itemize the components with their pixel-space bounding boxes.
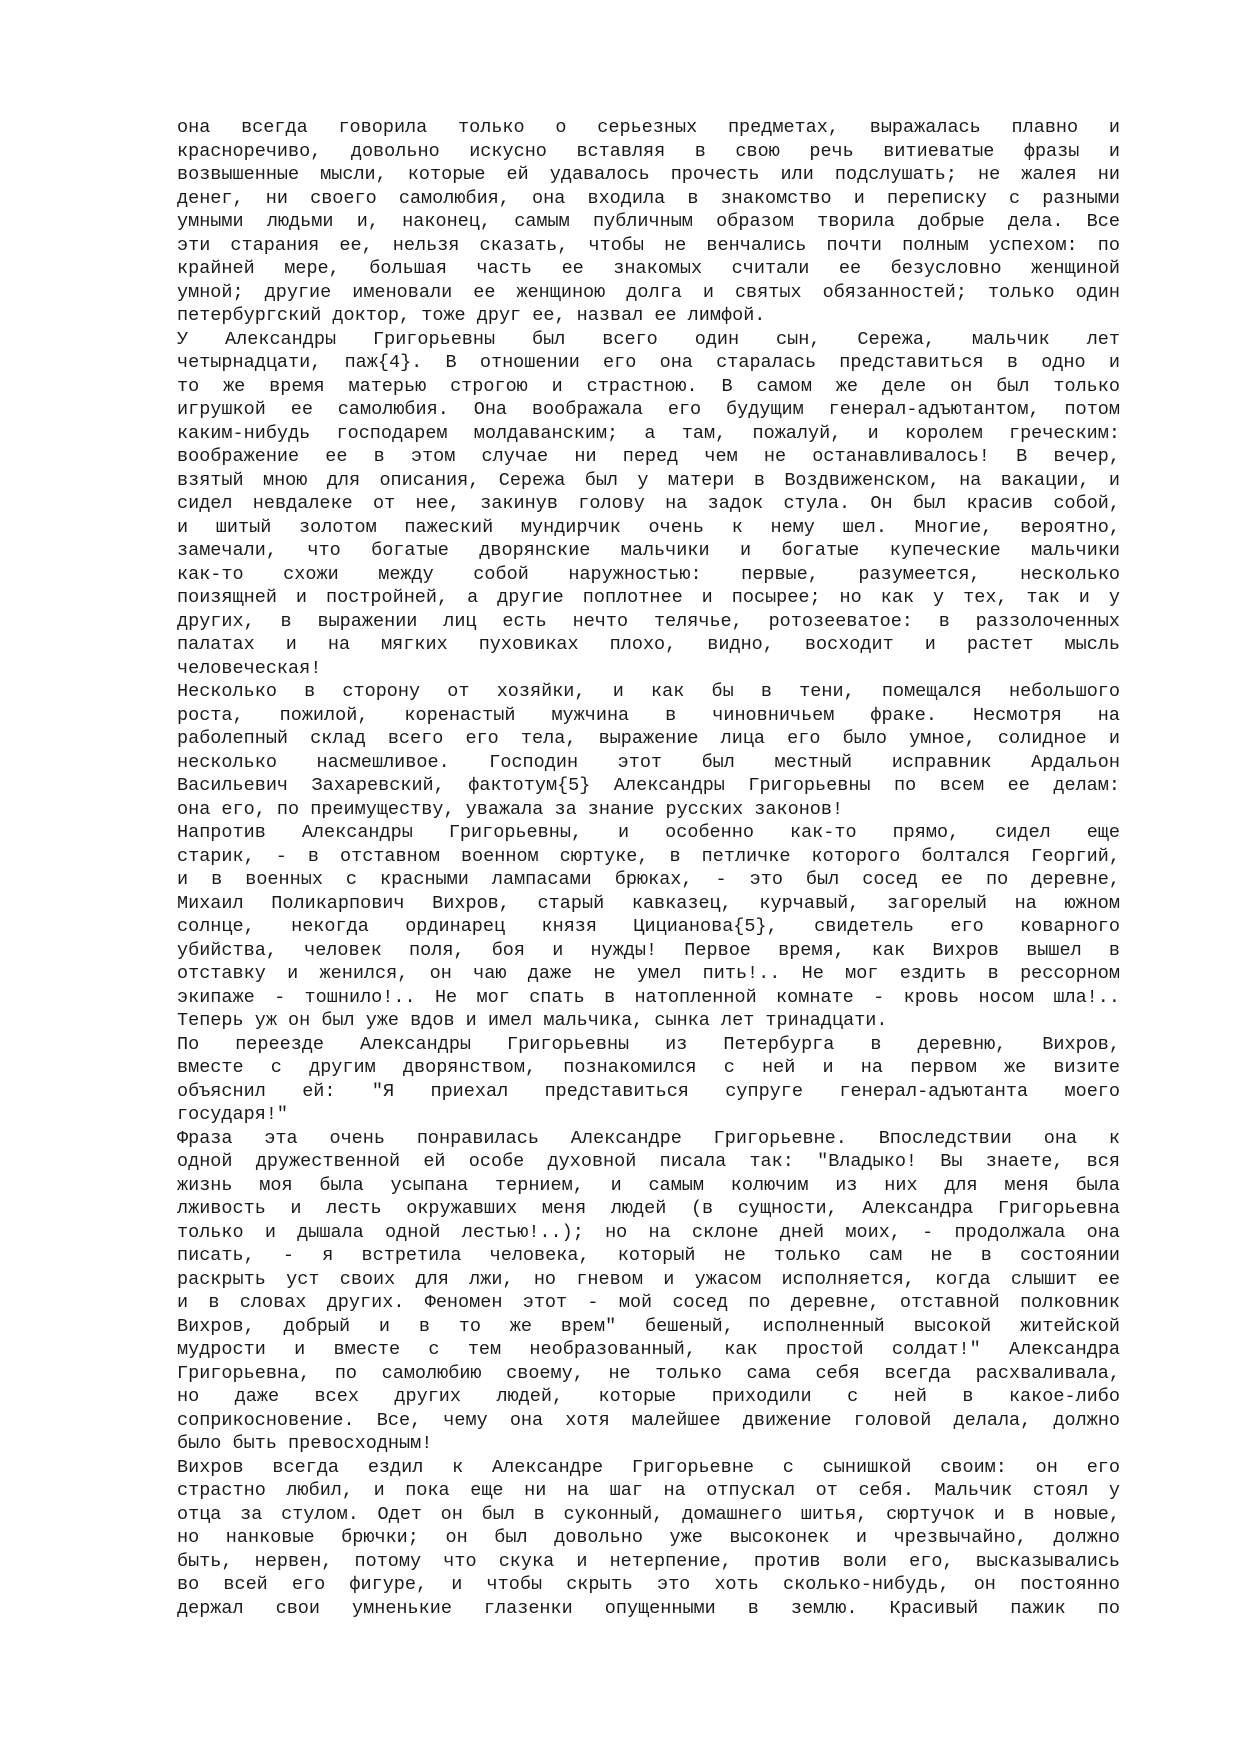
text-line: убийства, человек поля, боя и нужды! Первое время, как Вихров вышел в bbox=[177, 939, 1120, 961]
text-line: поизящней и постройней, а другие поплотнее и посырее; но как у тех, так и у bbox=[177, 587, 1120, 608]
text-line: роста, пожилой, коренастый мужчина в чиновничьем фраке. Несмотря на bbox=[177, 704, 1120, 726]
text-line: По переезде Александры Григорьевны из Петербурга в деревню, Вихров, bbox=[177, 1033, 1120, 1055]
text-line: умными людьми и, наконец, самым публичным образом творила добрые дела. Все bbox=[177, 211, 1120, 232]
text-line: солнце, некогда ординарец князя Цицианова{5}, свидетель его коварного bbox=[177, 916, 1120, 937]
text-line: Григорьевна, по самолюбию своему, не только сама себя всегда расхваливала, bbox=[177, 1362, 1120, 1384]
text-line: вместе с другим дворянством, познакомился с ней и на первом же визите bbox=[177, 1057, 1120, 1078]
text-line: только и дышала одной лестью!..); но на склоне дней моих, - продолжала она bbox=[177, 1221, 1120, 1243]
text-line: но нанковые брючки; он был довольно уже высоконек и чрезвычайно, должно bbox=[177, 1527, 1120, 1548]
text-line: было быть превосходным! bbox=[177, 1433, 433, 1454]
text-line: отца за стулом. Одет он был в суконный, домашнего шитья, сюртучок и в новые, bbox=[177, 1503, 1120, 1525]
text-line: У Александры Григорьевны был всего один сын, Сережа, мальчик лет bbox=[177, 328, 1120, 350]
text-line: несколько насмешливое. Господин этот был местный исправник Ардальон bbox=[177, 751, 1120, 773]
text-line: и в военных с красными лампасами брюках, - это был сосед ее по деревне, bbox=[177, 869, 1120, 890]
text-line: сидел невдалеке от нее, закинув голову на задок стула. Он был красив собой, bbox=[177, 493, 1120, 514]
text-line: писать, - я встретила человека, который не только сам не в состоянии bbox=[177, 1245, 1120, 1266]
text-line: раскрыть уст своих для лжи, но гневом и ужасом исполняется, когда слышит ее bbox=[177, 1268, 1120, 1290]
text-line: она его, по преимуществу, уважала за знание русских законов! bbox=[177, 798, 844, 820]
text-line: воображение ее в этом случае ни перед чем не останавливалось! В вечер, bbox=[177, 446, 1120, 467]
text-line: лживость и лесть окружавших меня людей (в сущности, Александра Григорьевна bbox=[177, 1198, 1120, 1219]
text-line: Фраза эта очень понравилась Александре Григорьевне. Впоследствии она к bbox=[177, 1127, 1120, 1149]
text-line: как-то схожи между собой наружностью: первые, разумеется, несколько bbox=[177, 563, 1120, 585]
text-line: Несколько в сторону от хозяйки, и как бы в тени, помещался небольшого bbox=[177, 681, 1120, 702]
text-line: других, в выражении лиц есть нечто телячье, ротозееватое: в раззолоченных bbox=[177, 610, 1120, 632]
text-line: соприкосновение. Все, чему она хотя малейшее движение головой делала, должно bbox=[177, 1409, 1120, 1431]
text-line: мудрости и вместе с тем необразованный, как простой солдат!" Александра bbox=[177, 1339, 1120, 1360]
text-line: отставку и женился, он чаю даже не умел пить!.. Не мог ездить в рессорном bbox=[177, 963, 1120, 984]
text-line: человеческая! bbox=[177, 657, 322, 679]
text-line: одной дружественной ей особе духовной писала так: "Владыко! Вы знаете, вся bbox=[177, 1151, 1120, 1172]
text-line: она всегда говорила только о серьезных предметах, выражалась плавно и bbox=[177, 117, 1120, 138]
text-line: петербургский доктор, тоже друг ее, назвал ее лимфой. bbox=[177, 305, 766, 326]
text-line: старик, - в отставном военном сюртуке, в петличке которого болтался Георгий, bbox=[177, 845, 1120, 867]
document-body bbox=[177, 116, 1120, 1620]
text-line: но даже всех других людей, которые приходили с ней в какое-либо bbox=[177, 1386, 1120, 1407]
text-line: объяснил ей: "Я приехал представиться супруге генерал-адъютанта моего bbox=[177, 1080, 1120, 1102]
text-line: экипаже - тошнило!.. Не мог спать в натопленной комнате - кровь носом шла!.. bbox=[177, 986, 1120, 1008]
text-line: четырнадцати, паж{4}. В отношении его она старалась представиться в одно и bbox=[177, 352, 1120, 373]
text-line: умной; другие именовали ее женщиною долга и святых обязанностей; только один bbox=[177, 281, 1120, 303]
text-line: возвышенные мысли, которые ей удавалось прочесть или подслушать; не жалея ни bbox=[177, 164, 1120, 185]
text-line: каким-нибудь господарем молдаванским; а там, пожалуй, и королем греческим: bbox=[177, 422, 1120, 444]
text-line: эти старания ее, нельзя сказать, чтобы не венчались почти полным успехом: по bbox=[177, 234, 1120, 256]
text-line: денег, ни своего самолюбия, она входила в знакомство и переписку с разными bbox=[177, 187, 1120, 209]
text-line: замечали, что богатые дворянские мальчики и богатые купеческие мальчики bbox=[177, 540, 1120, 561]
text-line: Вихров, добрый и в то же врем" бешеный, исполненный высокой житейской bbox=[177, 1315, 1120, 1337]
text-line: Вихров всегда ездил к Александре Григорьевне с сынишкой своим: он его bbox=[177, 1456, 1120, 1478]
text-line: государя!" bbox=[177, 1104, 289, 1125]
text-line: держал свои умненькие глазенки опущенными в землю. Красивый пажик по bbox=[177, 1597, 1120, 1619]
text-line: во всей его фигуре, и чтобы скрыть это хоть сколько-нибудь, он постоянно bbox=[177, 1574, 1120, 1595]
text-line: быть, нервен, потому что скука и нетерпение, против воли его, высказывались bbox=[177, 1550, 1120, 1572]
text-line: игрушкой ее самолюбия. Она воображала его будущим генерал-адъютантом, потом bbox=[177, 399, 1120, 420]
text-line: и шитый золотом пажеский мундирчик очень к нему шел. Многие, вероятно, bbox=[177, 516, 1120, 538]
text-line: раболепный склад всего его тела, выражение лица его было умное, солидное и bbox=[177, 728, 1120, 749]
text-line: Васильевич Захаревский, фактотум{5} Александры Григорьевны по всем ее делам: bbox=[177, 775, 1120, 796]
text-line: жизнь моя была усыпана тернием, и самым колючим из них для меня была bbox=[177, 1174, 1120, 1196]
text-line: то же время матерью строгою и страстною. В самом же деле он был только bbox=[177, 375, 1120, 397]
text-line: Теперь уж он был уже вдов и имел мальчика, сынка лет тринадцати. bbox=[177, 1010, 888, 1031]
text-line: страстно любил, и пока еще ни на шаг на отпускал от себя. Мальчик стоял у bbox=[177, 1480, 1120, 1501]
text-line: Михаил Поликарпович Вихров, старый кавказец, курчавый, загорелый на южном bbox=[177, 892, 1120, 914]
text-line: крайней мере, большая часть ее знакомых считали ее безусловно женщиной bbox=[177, 258, 1120, 279]
text-line: и в словах других. Феномен этот - мой сосед по деревне, отставной полковник bbox=[177, 1292, 1120, 1313]
text-line: палатах и на мягких пуховиках плохо, видно, восходит и растет мысль bbox=[177, 634, 1120, 655]
text-line: взятый мною для описания, Сережа был у матери в Воздвиженском, на вакации, и bbox=[177, 469, 1120, 491]
text-line: Напротив Александры Григорьевны, и особенно как-то прямо, сидел еще bbox=[177, 822, 1120, 843]
text-line: красноречиво, довольно искусно вставляя в свою речь витиеватые фразы и bbox=[177, 140, 1120, 162]
